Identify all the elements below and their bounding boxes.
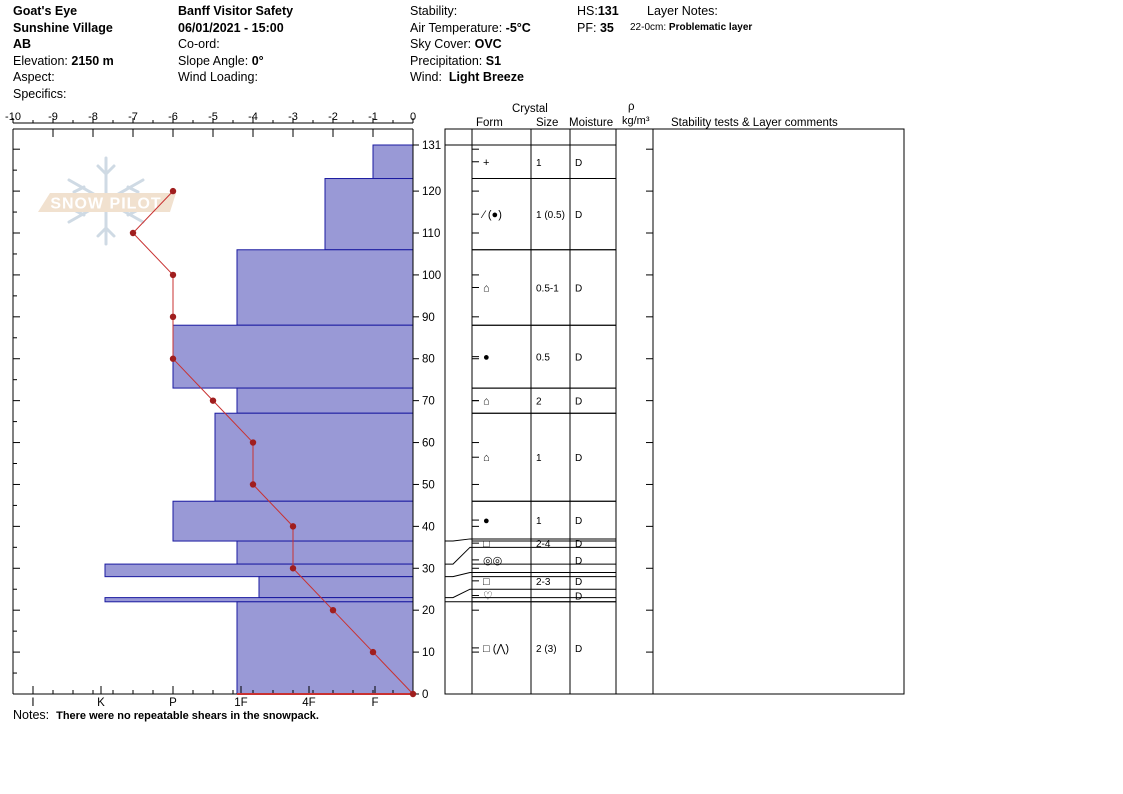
temperature-point — [290, 523, 296, 529]
layer-moisture: D — [575, 352, 583, 364]
layer-form: + — [483, 156, 490, 169]
temperature-tick-label: -6 — [168, 111, 178, 123]
elevation-value: 2150 m — [71, 53, 114, 68]
precipitation-label: Precipitation: — [410, 53, 483, 68]
hs-label: HS: — [577, 4, 598, 18]
layer-table — [445, 129, 904, 694]
height-tick-label: 90 — [422, 311, 435, 324]
elevation-label: Elevation: — [13, 53, 68, 68]
layer-moisture: D — [575, 591, 583, 603]
temperature-tick-label: -8 — [88, 111, 98, 123]
layer-size: 2 — [536, 396, 542, 408]
observer-name: Banff Visitor Safety — [178, 4, 294, 18]
layer-form: ● — [483, 351, 490, 364]
pf-value: 35 — [599, 20, 614, 35]
temperature-point — [370, 649, 376, 655]
temperature-point — [250, 481, 256, 487]
layer-size: 1 (0.5) — [536, 210, 565, 222]
layer-moisture: D — [575, 555, 583, 567]
density-rho-header: ρ — [628, 101, 635, 113]
air-temperature-value: -5°C — [505, 20, 531, 35]
layer-form: □ — [483, 575, 490, 588]
size-header: Size — [536, 117, 559, 129]
layer-moisture: D — [575, 453, 583, 465]
wind-label: Wind: — [410, 70, 442, 85]
wind-value: Light Breeze — [448, 70, 524, 85]
hs-value: 131 — [597, 4, 619, 18]
layer-moisture: D — [575, 396, 583, 408]
temperature-tick-label: -7 — [128, 111, 138, 123]
layer-moisture: D — [575, 210, 583, 222]
layer-connector — [445, 589, 472, 597]
layer-moisture: D — [575, 157, 583, 169]
coord-label: Co-ord: — [178, 37, 220, 52]
aspect-label: Aspect: — [13, 70, 55, 85]
layer-connector — [445, 572, 472, 576]
table-frame — [445, 129, 904, 694]
hardness-bar — [105, 564, 413, 577]
height-tick-label: 131 — [422, 140, 442, 152]
hardness-bar — [237, 388, 413, 413]
height-tick-label: 100 — [422, 269, 442, 282]
height-tick-label: 120 — [422, 186, 442, 199]
hardness-tick-label: I — [31, 697, 35, 709]
sky-cover-value: OVC — [474, 37, 502, 52]
temperature-point — [290, 565, 296, 571]
slope-angle-label: Slope Angle: — [178, 53, 249, 68]
layer-notes-text: Problematic layer — [668, 22, 753, 33]
notes-label: Notes: — [13, 708, 50, 722]
layer-form: ● — [483, 515, 490, 528]
notes-text: There were no repeatable shears in the snowpack. — [56, 710, 319, 722]
temperature-point — [130, 230, 136, 236]
layer-size: 2-3 — [536, 576, 551, 588]
height-tick-label: 80 — [422, 353, 435, 366]
height-tick-label: 30 — [422, 563, 435, 576]
hardness-tick-label: 4F — [302, 697, 316, 709]
layer-size: 0.5-1 — [536, 283, 559, 295]
height-tick-label: 60 — [422, 437, 435, 450]
hardness-bar — [173, 325, 413, 388]
hardness-bar — [215, 413, 413, 501]
wind-loading-label: Wind Loading: — [178, 70, 258, 85]
layer-moisture: D — [575, 516, 583, 528]
temperature-point — [330, 607, 336, 613]
hardness-bar — [237, 541, 413, 564]
temperature-tick-label: -3 — [288, 111, 298, 123]
temperature-point — [410, 691, 416, 697]
temperature-tick-label: -4 — [248, 111, 258, 123]
temperature-tick-label: 0 — [409, 111, 417, 123]
layer-form: ◎◎ — [483, 554, 503, 567]
pf-label: PF: — [577, 20, 597, 35]
area-name: Sunshine Village — [13, 20, 113, 35]
layer-size: 1 — [536, 453, 542, 465]
observation-datetime: 06/01/2021 - 15:00 — [178, 20, 284, 35]
height-tick-label: 20 — [422, 605, 435, 618]
height-tick-label: 40 — [422, 521, 435, 534]
height-tick-label: 0 — [422, 689, 429, 701]
temperature-point — [210, 397, 216, 403]
layer-size: 2-4 — [536, 539, 551, 551]
notes — [13, 708, 319, 722]
air-temperature-label: Air Temperature: — [410, 20, 503, 35]
hardness-bar — [237, 250, 413, 325]
height-tick-label: 10 — [422, 647, 435, 660]
precipitation-value: S1 — [485, 53, 502, 68]
temperature-tick-label: -9 — [48, 111, 58, 123]
region-name: AB — [13, 37, 32, 52]
hardness-tick-label: K — [97, 697, 105, 709]
temperature-tick-label: -1 — [368, 111, 378, 123]
location-name: Goat's Eye — [13, 4, 78, 18]
layer-size: 0.5 — [536, 352, 550, 364]
temperature-tick-label: -2 — [328, 111, 338, 123]
layer-form: ⁄ (●) — [483, 209, 502, 222]
hardness-tick-label: 1F — [234, 697, 248, 709]
layer-form: ⌂ — [483, 452, 490, 465]
layer-connector — [445, 547, 472, 564]
layer-size: 1 — [536, 516, 542, 528]
snowpilot-wordmark-text: SNOW PILOT — [50, 195, 162, 213]
layer-moisture: D — [575, 643, 583, 655]
height-tick-label: 50 — [422, 479, 435, 492]
layer-moisture: D — [575, 283, 583, 295]
height-tick-label: 110 — [422, 228, 441, 241]
layer-moisture: D — [575, 576, 583, 588]
layer-size: 2 (3) — [536, 643, 557, 655]
hardness-bar — [105, 598, 413, 602]
layer-notes-range: 22-0cm: — [630, 22, 667, 33]
layer-moisture: D — [575, 539, 583, 551]
temperature-tick-label: -5 — [208, 111, 218, 123]
layer-form: □ (⋀) — [483, 642, 510, 655]
layer-notes-label: Layer Notes: — [647, 4, 718, 18]
stability-label: Stability: — [410, 4, 458, 18]
temperature-point — [170, 356, 176, 362]
hardness-tick-label: F — [371, 697, 379, 709]
layer-form: ⌂ — [483, 282, 490, 295]
crystal-header: Crystal — [512, 103, 548, 115]
temperature-point — [250, 439, 256, 445]
hardness-bar — [237, 602, 413, 694]
hardness-bar — [373, 145, 413, 179]
temperature-tick-label: -10 — [5, 111, 21, 123]
hardness-bar — [259, 577, 413, 598]
moisture-header: Moisture — [569, 117, 614, 129]
height-tick-label: 70 — [422, 395, 435, 408]
slope-angle-value: 0° — [251, 53, 264, 68]
layer-form: □ — [483, 538, 490, 551]
density-unit-header: kg/m³ — [622, 115, 650, 127]
temperature-point — [170, 314, 176, 320]
layer-form: ♡ — [483, 590, 493, 603]
layer-connector — [445, 539, 472, 541]
specifics-label: Specifics: — [13, 86, 67, 101]
layer-form: ⌂ — [483, 395, 490, 408]
snowpilot-logo — [38, 158, 176, 244]
temperature-point — [170, 272, 176, 278]
form-header: Form — [476, 117, 503, 129]
temperature-point — [170, 188, 176, 194]
hardness-bar — [325, 179, 413, 250]
comments-header: Stability tests & Layer comments — [671, 117, 838, 129]
layer-size: 1 — [536, 157, 542, 169]
sky-cover-label: Sky Cover: — [410, 37, 472, 52]
hardness-tick-label: P — [169, 697, 177, 709]
